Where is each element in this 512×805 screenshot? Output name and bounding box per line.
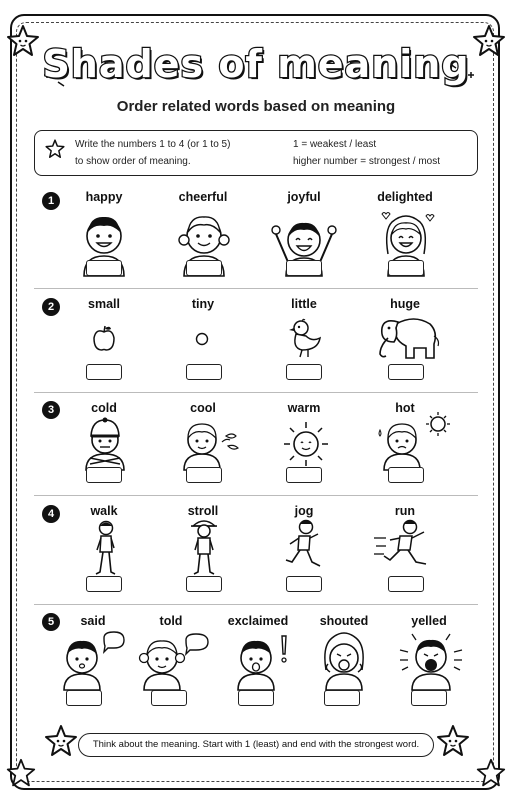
answer-box[interactable] xyxy=(186,576,222,592)
shouting-child-icon xyxy=(318,630,370,690)
chick-icon xyxy=(288,318,322,358)
word-label: huge xyxy=(390,297,420,311)
answer-box[interactable] xyxy=(286,260,322,276)
cold-child-icon xyxy=(82,418,128,470)
speech-bubble-icon xyxy=(134,632,210,690)
word-label: yelled xyxy=(411,614,447,628)
answer-box[interactable] xyxy=(388,260,424,276)
answer-box[interactable] xyxy=(388,576,424,592)
answer-box[interactable] xyxy=(86,576,122,592)
answer-box[interactable] xyxy=(324,690,360,706)
corner-star-icon xyxy=(436,724,470,758)
row-divider xyxy=(34,392,478,393)
row-divider xyxy=(34,495,478,496)
word-label: hot xyxy=(395,401,415,415)
star-icon xyxy=(45,139,65,159)
instruction-key-1: 1 = weakest / least xyxy=(293,139,377,150)
answer-box[interactable] xyxy=(388,467,424,483)
row-number: 1 xyxy=(42,192,60,210)
jogging-child-icon xyxy=(284,518,324,574)
page-subtitle: Order related words based on meaning xyxy=(116,98,396,115)
word-label: small xyxy=(88,297,120,311)
word-label: said xyxy=(80,614,106,628)
yelling-child-icon xyxy=(398,630,464,690)
word-label: exclaimed xyxy=(227,614,289,628)
word-label: happy xyxy=(85,190,123,204)
speaking-child-icon xyxy=(60,632,126,690)
answer-box[interactable] xyxy=(388,364,424,380)
answer-box[interactable] xyxy=(86,467,122,483)
word-label: jog xyxy=(294,504,314,518)
hot-child-icon xyxy=(374,412,454,470)
instructions-box xyxy=(34,130,478,176)
word-label: walk xyxy=(90,504,118,518)
corner-star-icon xyxy=(476,758,506,788)
sun-icon xyxy=(282,420,330,468)
word-label: run xyxy=(394,504,416,518)
exclaiming-child-icon xyxy=(232,632,292,690)
footer-tip: Think about the meaning. Start with 1 (least) and end with the strongest word. xyxy=(78,733,434,757)
answer-box[interactable] xyxy=(86,260,122,276)
word-label: joyful xyxy=(287,190,321,204)
word-label: stroll xyxy=(187,504,219,518)
word-label: shouted xyxy=(319,614,369,628)
runner-icon xyxy=(372,518,430,574)
instruction-key-2: higher number = strongest / most xyxy=(293,156,441,167)
row-divider xyxy=(34,288,478,289)
corner-star-icon xyxy=(44,724,78,758)
word-label: warm xyxy=(287,401,321,415)
answer-box[interactable] xyxy=(286,364,322,380)
row-number: 3 xyxy=(42,401,60,419)
row-number: 2 xyxy=(42,298,60,316)
row-divider xyxy=(34,604,478,605)
word-label: delighted xyxy=(377,190,433,204)
answer-box[interactable] xyxy=(186,364,222,380)
instruction-line-1: Write the numbers 1 to 4 (or 1 to 5) xyxy=(75,139,231,150)
answer-box[interactable] xyxy=(86,364,122,380)
apple-icon xyxy=(92,324,116,352)
instruction-line-2: to show order of meaning. xyxy=(75,156,191,167)
row-number: 4 xyxy=(42,505,60,523)
answer-box[interactable] xyxy=(151,690,187,706)
answer-box[interactable] xyxy=(286,467,322,483)
word-label: little xyxy=(291,297,317,311)
answer-box[interactable] xyxy=(66,690,102,706)
answer-box[interactable] xyxy=(186,467,222,483)
answer-box[interactable] xyxy=(186,260,222,276)
word-label: cheerful xyxy=(178,190,228,204)
answer-box[interactable] xyxy=(286,576,322,592)
row-number: 5 xyxy=(42,613,60,631)
word-label: told xyxy=(159,614,183,628)
word-label: cool xyxy=(190,401,216,415)
cool-child-icon xyxy=(178,418,242,470)
answer-box[interactable] xyxy=(411,690,447,706)
word-label: cold xyxy=(91,401,117,415)
elephant-icon xyxy=(374,314,440,360)
corner-star-icon xyxy=(6,758,36,788)
strolling-child-icon xyxy=(190,518,218,576)
answer-box[interactable] xyxy=(238,690,274,706)
tiny-dot-icon xyxy=(195,332,209,346)
walking-child-icon xyxy=(94,520,118,576)
word-label: tiny xyxy=(191,297,215,311)
page-title: Shades of meaning xyxy=(42,42,470,86)
